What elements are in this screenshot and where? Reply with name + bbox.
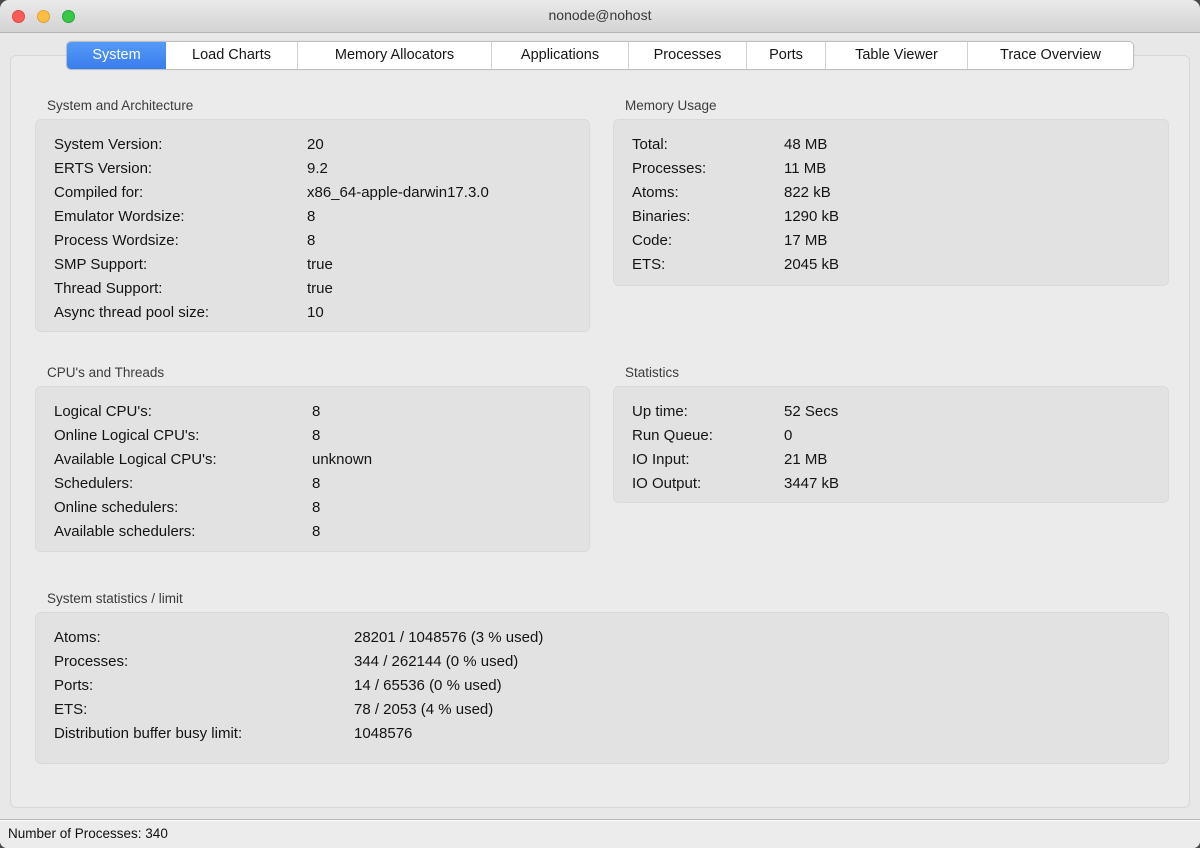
tab-trace-overview[interactable]: Trace Overview (968, 42, 1133, 69)
field-label: Processes: (54, 653, 129, 670)
info-row (614, 229, 1168, 253)
tab-memory-allocators[interactable]: Memory Allocators (298, 42, 492, 69)
field-value: 8 (312, 475, 321, 492)
info-row (614, 181, 1168, 205)
info-row (36, 626, 1168, 650)
group-system-statistics-limit (35, 591, 1169, 764)
group-box (35, 612, 1169, 764)
field-value: 8 (312, 499, 321, 516)
field-label: ETS: (632, 256, 666, 273)
tab-load-charts[interactable]: Load Charts (166, 42, 298, 69)
field-value: 344 / 262144 (0 % used) (354, 653, 519, 670)
group-title: System statistics / limit (47, 591, 183, 606)
tab-ports[interactable]: Ports (747, 42, 826, 69)
field-value: 52 Secs (784, 403, 839, 420)
field-label: Available Logical CPU's: (54, 451, 217, 468)
field-value: 11 MB (784, 160, 827, 177)
group-system-and-architecture (35, 98, 590, 332)
field-value: 8 (307, 232, 316, 249)
field-label: Logical CPU's: (54, 403, 152, 420)
status-text: Number of Processes: 340 (8, 826, 168, 841)
group-title: CPU's and Threads (47, 365, 165, 380)
field-value: 0 (784, 427, 793, 444)
field-label: Compiled for: (54, 184, 144, 201)
info-row (36, 301, 589, 325)
field-value: 14 / 65536 (0 % used) (354, 677, 502, 694)
info-row (36, 722, 1168, 746)
field-value: 21 MB (784, 451, 828, 468)
info-row (36, 424, 589, 448)
field-label: Total: (632, 136, 668, 153)
field-label: IO Output: (632, 475, 702, 492)
field-value: unknown (312, 451, 373, 468)
field-label: SMP Support: (54, 256, 148, 273)
status-bar (0, 819, 1200, 848)
field-value: 17 MB (784, 232, 828, 249)
field-label: Binaries: (632, 208, 691, 225)
info-row (36, 674, 1168, 698)
field-value: 8 (312, 427, 321, 444)
info-row (36, 698, 1168, 722)
field-label: System Version: (54, 136, 163, 153)
field-label: Ports: (54, 677, 94, 694)
field-label: Available schedulers: (54, 523, 196, 540)
tab-processes[interactable]: Processes (629, 42, 747, 69)
field-label: Online schedulers: (54, 499, 179, 516)
field-label: Emulator Wordsize: (54, 208, 185, 225)
info-row (36, 400, 589, 424)
field-value: 3447 kB (784, 475, 840, 492)
field-value: x86_64-apple-darwin17.3.0 (307, 184, 489, 201)
tab-system[interactable]: System (67, 42, 166, 69)
tab-table-viewer[interactable]: Table Viewer (826, 42, 968, 69)
info-row (614, 157, 1168, 181)
info-row (36, 253, 589, 277)
group-title: System and Architecture (47, 98, 194, 113)
info-row (36, 157, 589, 181)
field-value: 8 (312, 523, 321, 540)
field-value: 48 MB (784, 136, 828, 153)
field-value: 1290 kB (784, 208, 840, 225)
group-box (613, 386, 1169, 503)
field-value: 822 kB (784, 184, 831, 201)
info-row (36, 133, 589, 157)
info-row (614, 253, 1168, 277)
field-value: true (307, 280, 333, 297)
field-label: Run Queue: (632, 427, 713, 444)
field-label: Atoms: (632, 184, 679, 201)
info-row (614, 424, 1168, 448)
info-row (36, 496, 589, 520)
group-box (35, 119, 590, 332)
group-box (613, 119, 1169, 286)
field-label: Up time: (632, 403, 688, 420)
group-box (35, 386, 590, 552)
field-value: 10 (307, 304, 324, 321)
field-label: Processes: (632, 160, 707, 177)
field-value: 28201 / 1048576 (3 % used) (354, 629, 544, 646)
title-bar (0, 0, 1200, 33)
field-label: ERTS Version: (54, 160, 153, 177)
info-row (36, 448, 589, 472)
info-row (614, 448, 1168, 472)
field-value: 9.2 (307, 160, 328, 177)
field-value: 8 (312, 403, 321, 420)
field-label: Schedulers: (54, 475, 134, 492)
info-row (36, 472, 589, 496)
field-value: 2045 kB (784, 256, 840, 273)
info-row (614, 205, 1168, 229)
system-tab-content (10, 55, 1190, 808)
field-label: Process Wordsize: (54, 232, 179, 249)
group-cpus-and-threads (35, 365, 590, 552)
field-label: Async thread pool size: (54, 304, 210, 321)
group-memory-usage (613, 98, 1169, 286)
field-label: Atoms: (54, 629, 101, 646)
tab-bar (66, 41, 1134, 70)
field-value: 1048576 (354, 725, 413, 742)
field-value: 78 / 2053 (4 % used) (354, 701, 494, 718)
field-label: IO Input: (632, 451, 690, 468)
field-label: Online Logical CPU's: (54, 427, 200, 444)
group-title: Statistics (625, 365, 680, 380)
info-row (36, 520, 589, 544)
info-row (614, 133, 1168, 157)
info-row (36, 229, 589, 253)
field-value: 20 (307, 136, 324, 153)
field-value: true (307, 256, 333, 273)
window-title: nonode@nohost (548, 7, 652, 23)
info-row (614, 472, 1168, 496)
info-row (36, 650, 1168, 674)
info-row (36, 205, 589, 229)
field-label: Thread Support: (54, 280, 163, 297)
field-value: 8 (307, 208, 316, 225)
info-row (614, 400, 1168, 424)
field-label: Code: (632, 232, 673, 249)
field-label: Distribution buffer busy limit: (54, 725, 243, 742)
field-label: ETS: (54, 701, 88, 718)
group-statistics (613, 365, 1169, 503)
tab-applications[interactable]: Applications (492, 42, 629, 69)
info-row (36, 277, 589, 301)
group-title: Memory Usage (625, 98, 717, 113)
info-row (36, 181, 589, 205)
